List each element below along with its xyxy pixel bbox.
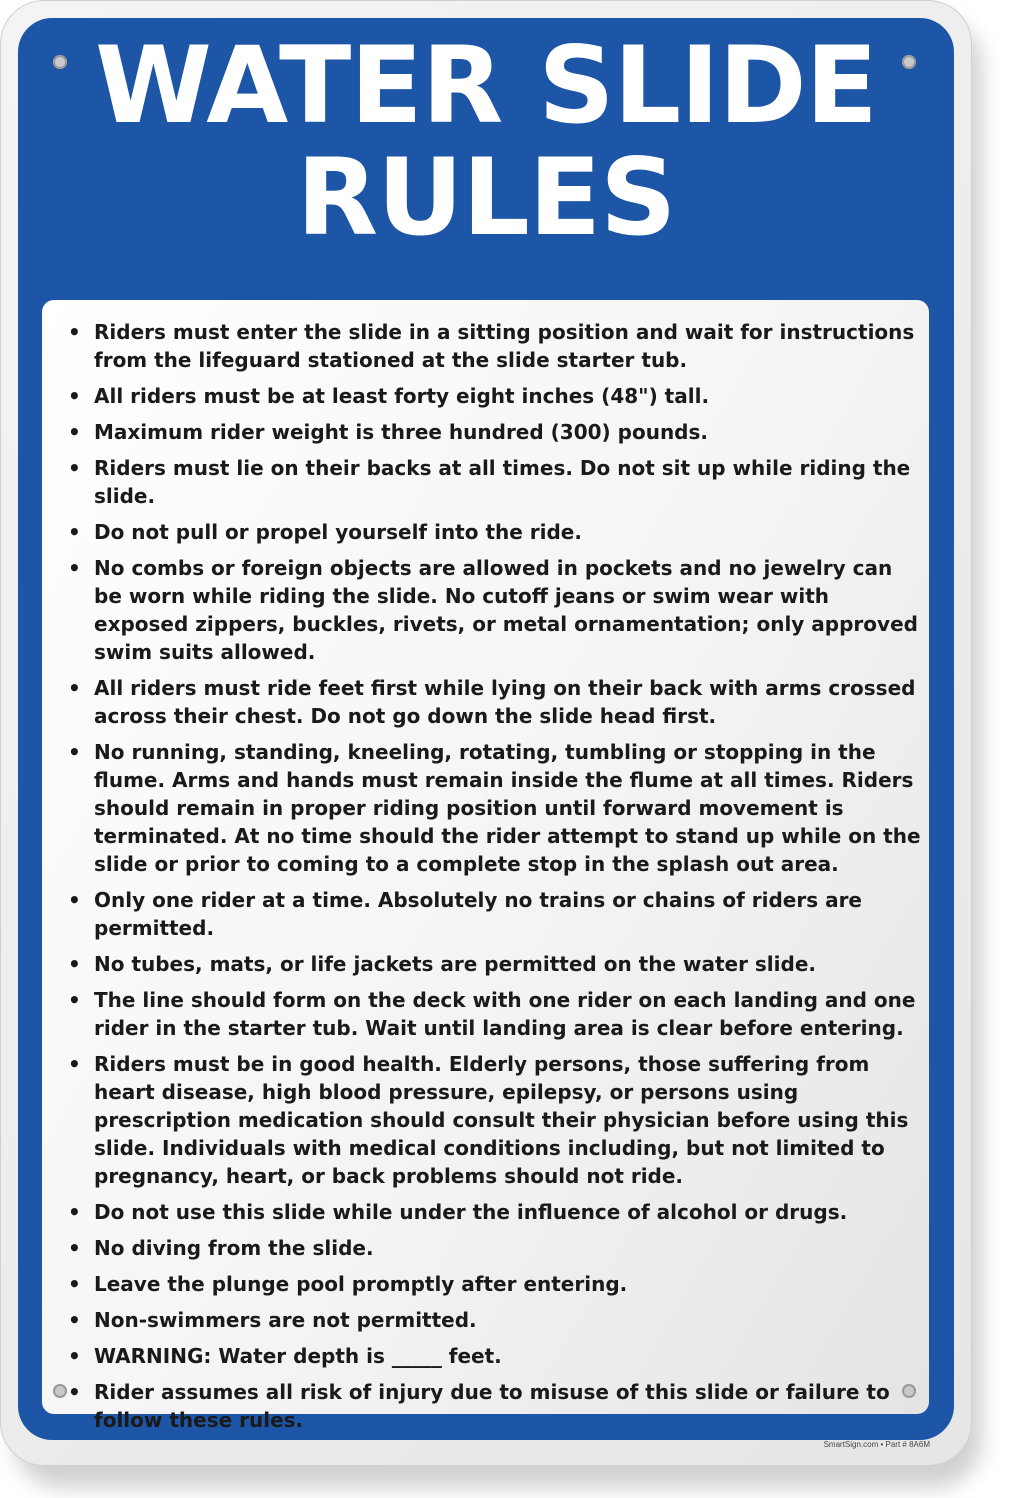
bullet-icon: • [68,1200,81,1224]
bullet-icon: • [68,952,81,976]
bullet-icon: • [68,1380,81,1404]
rule-item [64,886,924,942]
bullet-icon: • [68,1236,81,1260]
rule-text: No diving from the slide. [94,1236,374,1260]
rule-item [64,1198,924,1226]
rule-item [64,1342,924,1370]
rule-item [64,950,924,978]
bullet-icon: • [68,1308,81,1332]
sign-title [18,24,954,259]
rules-list [64,318,924,1442]
rule-text: Leave the plunge pool promptly after entering. [94,1272,628,1296]
rule-text: Rider assumes all risk of injury due to misuse of this slide or failure to follow these rules. [94,1380,890,1432]
rule-item [64,1306,924,1334]
rule-item [64,1378,924,1434]
bullet-icon: • [68,988,81,1012]
bullet-icon: • [68,740,81,764]
rule-item [64,986,924,1042]
rule-text: All riders must be at least forty eight inches (48") tall. [94,384,710,408]
bullet-icon: • [68,520,81,544]
rule-item [64,518,924,546]
rule-text: The line should form on the deck with one rider on each landing and one rider in the starter tub. Wait until landing area is clear before entering. [94,988,916,1040]
rule-item [64,382,924,410]
bullet-icon: • [68,556,81,580]
rule-item [64,674,924,730]
mounting-hole-bottom-right [902,1384,916,1398]
rule-text: All riders must ride feet first while lying on their back with arms crossed across their chest. Do not go down the slide head first. [94,676,916,728]
rule-text: Do not pull or propel yourself into the ride. [94,520,582,544]
rule-item [64,738,924,878]
rule-text: No running, standing, kneeling, rotating, tumbling or stopping in the flume. Arms and hands must remain inside the flume at all times. Riders should remain in proper riding position until forward movement is terminated. At no time should the rider attempt to stand up while on the slide or prior to coming to a complete stop in the splash out area. [94,740,921,876]
bullet-icon: • [68,456,81,480]
rule-item [64,418,924,446]
rule-text: Riders must be in good health. Elderly persons, those suffering from heart disease, high blood pressure, epilepsy, or persons using prescription medication should consult their physician before using this slide. Individuals with medical conditions including, but not limited to pregnancy, heart, or back problems should not ride. [94,1052,909,1188]
bullet-icon: • [68,420,81,444]
sign-title-line-1: WATER SLIDE [95,24,877,147]
mounting-hole-bottom-left [53,1384,67,1398]
bullet-icon: • [68,676,81,700]
rule-item [64,1270,924,1298]
bullet-icon: • [68,320,81,344]
rule-item [64,1050,924,1190]
rule-item [64,554,924,666]
rule-text: Only one rider at a time. Absolutely no trains or chains of riders are permitted. [94,888,862,940]
sign-title-line-2: RULES [296,136,676,259]
rule-text: Riders must enter the slide in a sitting position and wait for instructions from the lifeguard stationed at the slide starter tub. [94,320,915,372]
rule-text: No tubes, mats, or life jackets are permitted on the water slide. [94,952,816,976]
bullet-icon: • [68,1052,81,1076]
rule-item [64,454,924,510]
rule-item [64,1234,924,1262]
rule-text: Non-swimmers are not permitted. [94,1308,477,1332]
bullet-icon: • [68,384,81,408]
bullet-icon: • [68,888,81,912]
manufacturer-credit: SmartSign.com • Part # 8A6M [823,1440,930,1449]
rule-text: Riders must lie on their backs at all times. Do not sit up while riding the slide. [94,456,911,508]
rule-text: Do not use this slide while under the influence of alcohol or drugs. [94,1200,848,1224]
rule-item [64,318,924,374]
rule-text: No combs or foreign objects are allowed in pockets and no jewelry can be worn while riding the slide. No cutoff jeans or swim wear with exposed zippers, buckles, rivets, or metal ornamentation; only approved swim suits allowed. [94,556,918,664]
bullet-icon: • [68,1344,81,1368]
rule-text: Maximum rider weight is three hundred (300) pounds. [94,420,708,444]
bullet-icon: • [68,1272,81,1296]
rule-text: WARNING: Water depth is _____ feet. [94,1344,502,1368]
